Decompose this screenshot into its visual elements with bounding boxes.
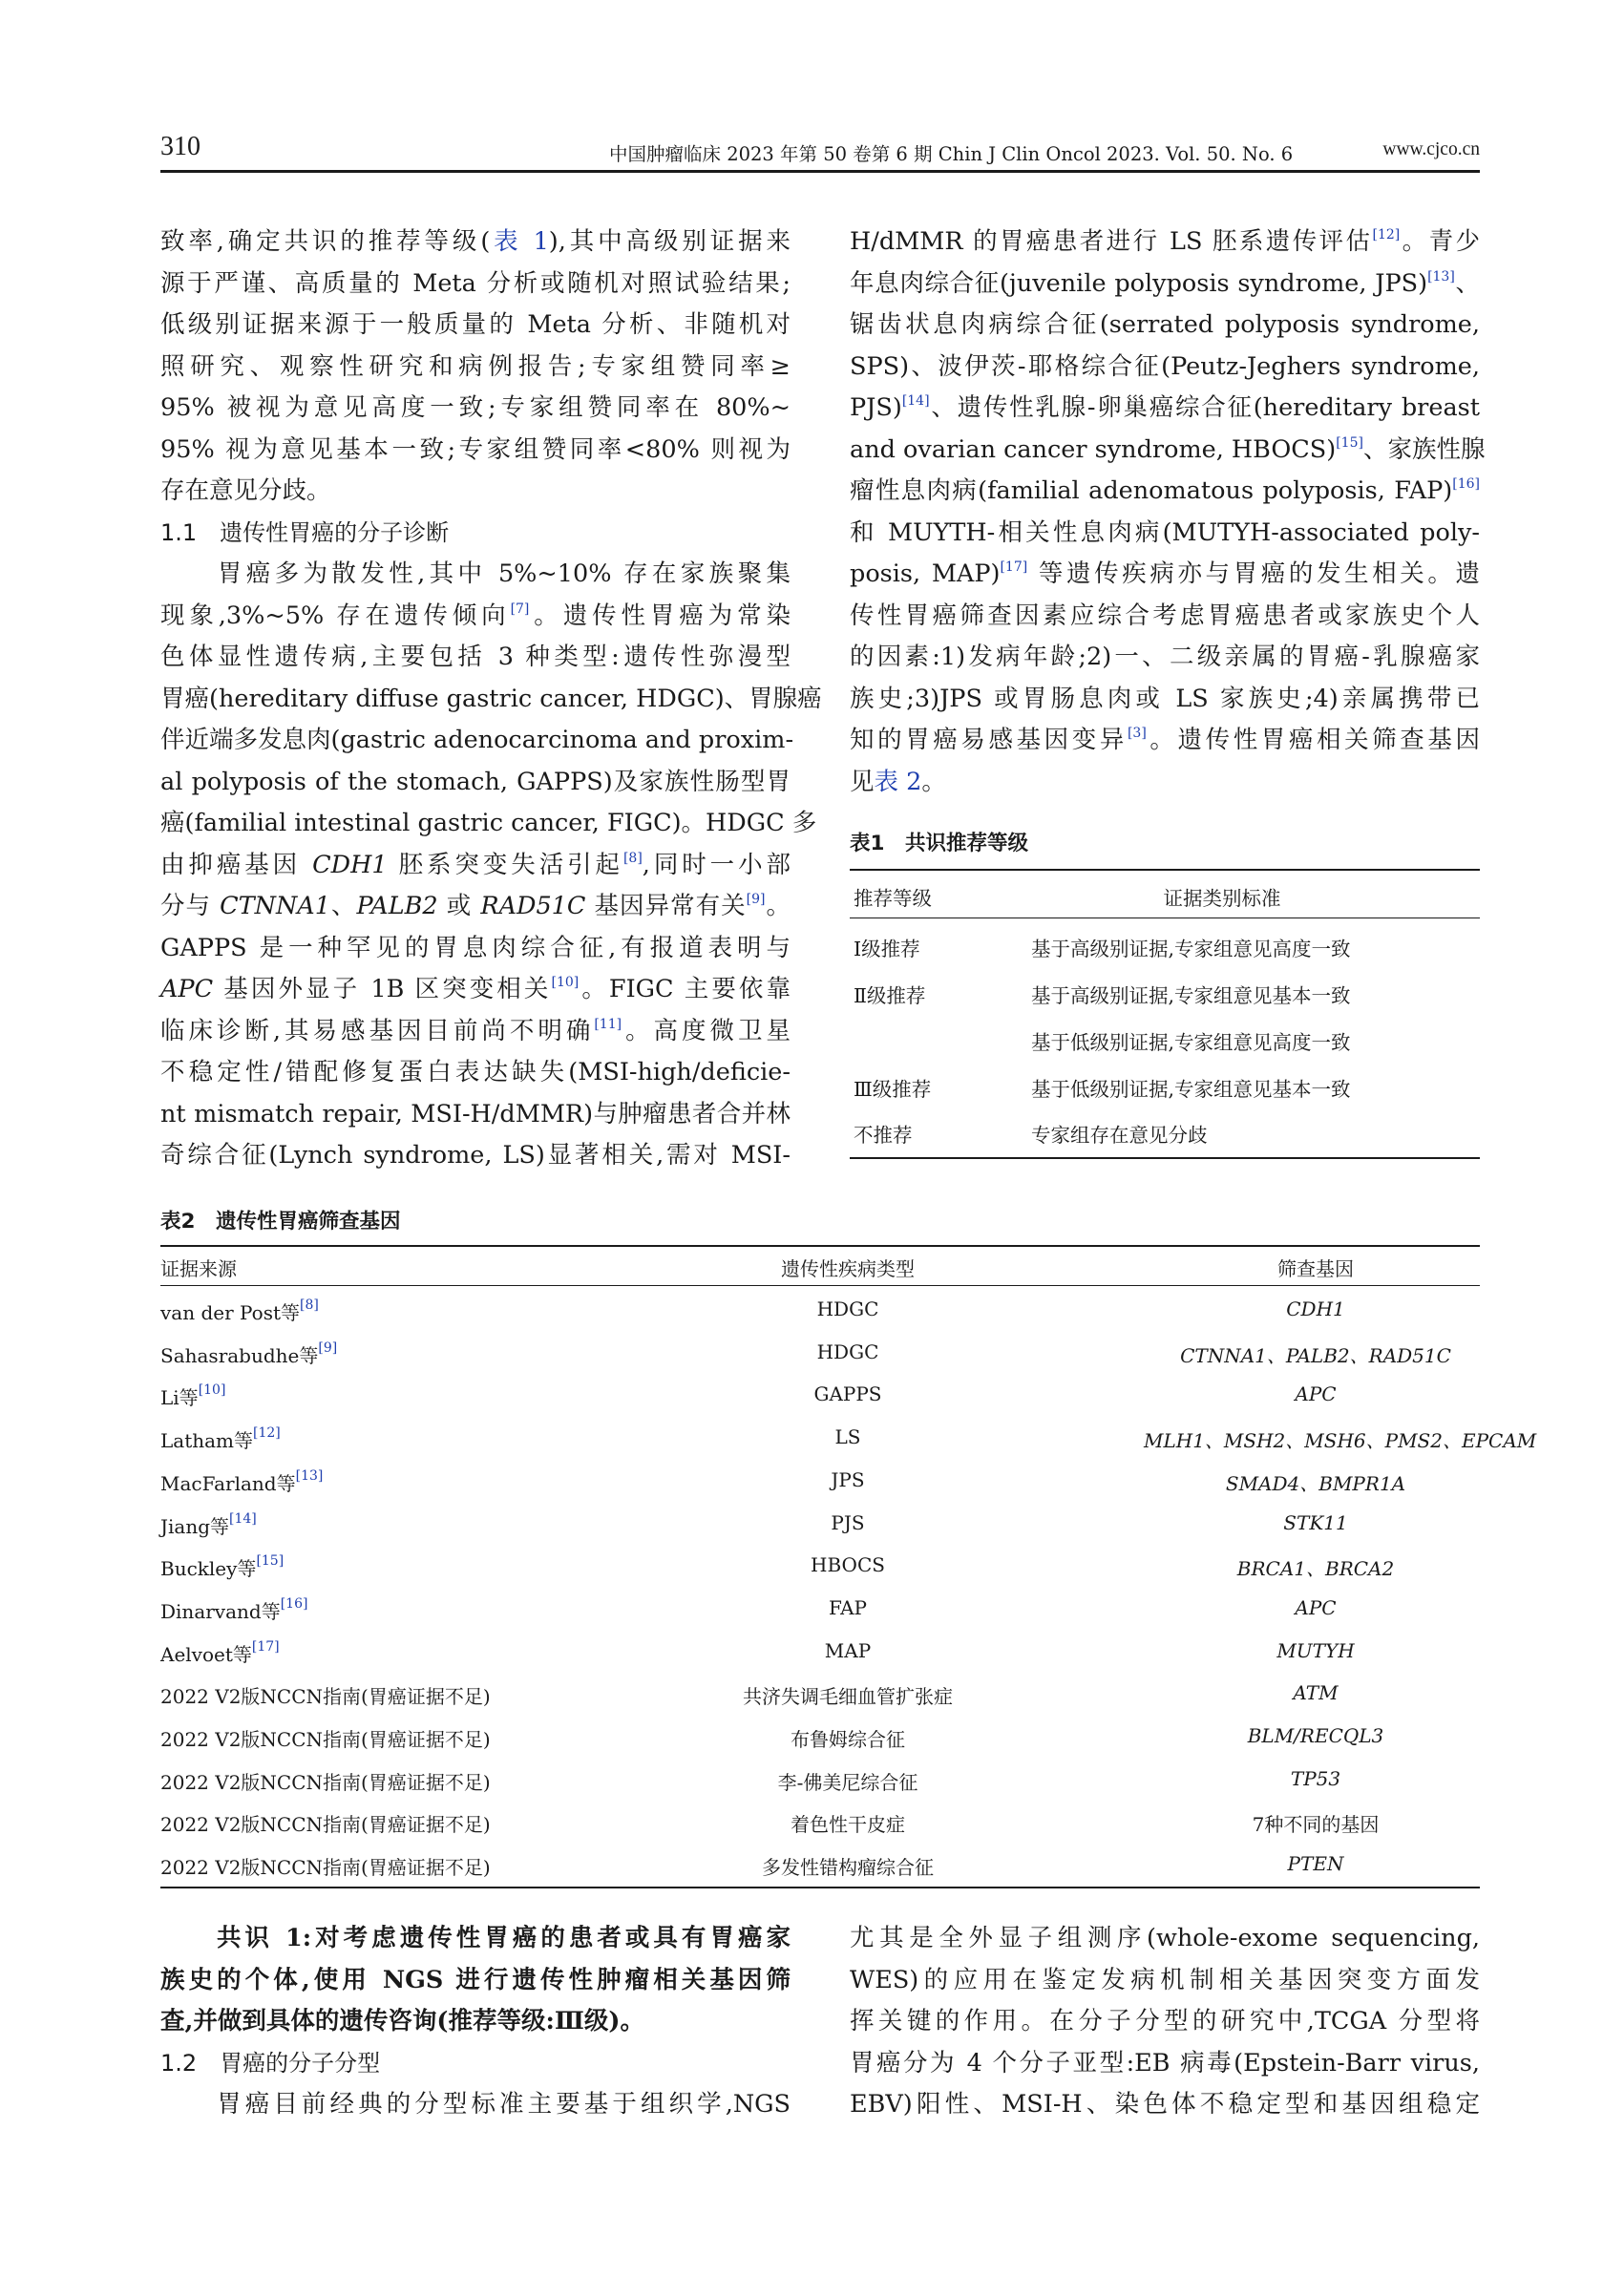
citation-ref[interactable]: [12] bbox=[1372, 227, 1401, 243]
text-line: 挥关键的作用。在分子分型的研究中,TCGA 分型将 bbox=[850, 2007, 1480, 2035]
gene-name: CDH1 bbox=[312, 850, 388, 879]
table-row bbox=[160, 1801, 1480, 1843]
table-rule bbox=[160, 1285, 1480, 1286]
table-cell: 基于低级别证据,专家组意见高度一致 bbox=[1031, 1031, 1351, 1054]
citation-ref[interactable]: [8] bbox=[622, 850, 643, 866]
citation-ref[interactable]: [3] bbox=[1127, 726, 1147, 741]
text-line: 奇综合征(Lynch syndrome, LS)显著相关,需对 MSI- bbox=[160, 1141, 791, 1170]
consensus-line: 族史的个体,使用 NGS 进行遗传性肿瘤相关基因筛 bbox=[160, 1965, 791, 1994]
source-cell: Jiang等 bbox=[160, 1514, 230, 1538]
table-cell: 专家组存在意见分歧 bbox=[1031, 1124, 1208, 1147]
table-row bbox=[160, 1503, 1480, 1545]
citation-ref[interactable]: [7] bbox=[510, 601, 530, 617]
table-cell: Ⅲ级推荐 bbox=[854, 1078, 932, 1101]
gene-cell: 7种不同的基因 bbox=[1252, 1813, 1380, 1837]
gene-name: PALB2 bbox=[356, 892, 438, 920]
column-header: 证据来源 bbox=[160, 1257, 237, 1280]
text-line: and ovarian cancer syndrome, HBOCS)[15]、家族性腺 bbox=[850, 434, 1486, 464]
text-line: nt mismatch repair, MSI-H/dMMR)与肿瘤患者合并林 bbox=[160, 1099, 791, 1128]
citation-ref[interactable]: [15] bbox=[1336, 434, 1363, 451]
disease-type-cell: 李-佛美尼综合征 bbox=[777, 1770, 918, 1794]
source-cell: Li等 bbox=[160, 1386, 199, 1410]
column-header: 证据类别标准 bbox=[1163, 887, 1281, 910]
disease-type-cell: 多发性错构瘤综合征 bbox=[762, 1856, 934, 1880]
disease-type-cell: FAP bbox=[828, 1595, 868, 1619]
text-line: 分与 CTNNA1、PALB2 或 RAD51C 基因异常有关[9]。 bbox=[160, 892, 791, 920]
gene-cell: MUTYH bbox=[1276, 1638, 1355, 1662]
table-row bbox=[160, 1332, 1480, 1374]
text-line: 现象,3%~5% 存在遗传倾向[7]。遗传性胃癌为常染 bbox=[160, 601, 791, 630]
column-header: 遗传性疾病类型 bbox=[781, 1257, 915, 1280]
gene-name: CTNNA1 bbox=[220, 892, 330, 920]
citation-ref[interactable]: [16] bbox=[1452, 476, 1480, 492]
citation-ref[interactable]: [16] bbox=[280, 1595, 308, 1612]
right-column bbox=[850, 221, 1486, 803]
table-row bbox=[850, 968, 1480, 1016]
text-line: 族史;3)JPS 或胃肠息肉或 LS 家族史;4)亲属携带已 bbox=[850, 684, 1480, 713]
table2-caption: 表2 遗传性胃癌筛查基因 bbox=[160, 1210, 401, 1234]
page-number: 310 bbox=[160, 132, 200, 161]
gene-cell: CDH1 bbox=[1286, 1297, 1345, 1320]
gene-cell: BLM/RECQL3 bbox=[1247, 1724, 1384, 1747]
gene-cell: TP53 bbox=[1290, 1766, 1341, 1790]
text-line: 低级别证据来源于一般质量的 Meta 分析、非随机对 bbox=[160, 310, 791, 339]
table-row bbox=[160, 1759, 1480, 1801]
text-line: GAPPS 是一种罕见的胃息肉综合征,有报道表明与 bbox=[160, 933, 791, 962]
text-line: 胃癌多为散发性,其中 5%~10% 存在家族聚集 bbox=[160, 559, 791, 588]
gene-name: APC bbox=[160, 975, 214, 1003]
text-line: 源于严谨、高质量的 Meta 分析或随机对照试验结果; bbox=[160, 268, 791, 298]
bottom-right-column bbox=[850, 1918, 1480, 2126]
table-cell: Ⅰ级推荐 bbox=[854, 938, 920, 960]
gene-cell: CTNNA1、PALB2、RAD51C bbox=[1180, 1343, 1451, 1367]
disease-type-cell: HBOCS bbox=[811, 1553, 885, 1577]
source-cell: 2022 V2版NCCN指南(胃癌证据不足) bbox=[160, 1685, 491, 1709]
citation-ref[interactable]: [8] bbox=[300, 1297, 319, 1313]
text-line: 癌(familial intestinal gastric cancer, FIGC)。HDGC 多 bbox=[160, 809, 817, 837]
gene-cell: PTEN bbox=[1287, 1852, 1344, 1876]
source-cell: 2022 V2版NCCN指南(胃癌证据不足) bbox=[160, 1813, 491, 1837]
table2-link[interactable]: 表 2 bbox=[874, 767, 922, 796]
source-cell-wrap bbox=[160, 1340, 337, 1368]
source-cell: MacFarland等 bbox=[160, 1471, 296, 1495]
table1-header-row bbox=[850, 871, 1480, 918]
citation-ref[interactable]: [9] bbox=[318, 1339, 338, 1356]
text-line: 年息肉综合征(juvenile polyposis syndrome, JPS)[13]、 bbox=[850, 268, 1480, 298]
column-header: 推荐等级 bbox=[854, 887, 932, 910]
text-line: 色体显性遗传病,主要包括 3 种类型:遗传性弥漫型 bbox=[160, 643, 791, 671]
text-line: 的因素:1)发病年龄;2)一、二级亲属的胃癌-乳腺癌家 bbox=[850, 643, 1480, 671]
citation-ref[interactable]: [14] bbox=[229, 1510, 257, 1527]
text-line: 知的胃癌易感基因变异[3]。遗传性胃癌相关筛查基因 bbox=[850, 726, 1480, 754]
text-line: 照研究、观察性研究和病例报告;专家组赞同率≥ bbox=[160, 351, 791, 381]
table-row bbox=[160, 1631, 1480, 1673]
disease-type-cell: LS bbox=[834, 1425, 861, 1449]
citation-ref[interactable]: [13] bbox=[295, 1467, 324, 1484]
citation-ref[interactable]: [17] bbox=[1000, 559, 1028, 575]
running-header bbox=[160, 132, 1480, 170]
text-line: al polyposis of the stomach, GAPPS)及家族性肠型胃 bbox=[160, 767, 791, 796]
disease-type-cell: MAP bbox=[824, 1638, 872, 1662]
text-line: PJS)[14]、遗传性乳腺-卵巢癌综合征(hereditary breast bbox=[850, 393, 1480, 422]
section-heading-1-1: 1.1 遗传性胃癌的分子诊断 bbox=[160, 518, 450, 546]
gene-cell: BRCA1、BRCA2 bbox=[1236, 1557, 1395, 1581]
source-cell-wrap bbox=[160, 1596, 307, 1624]
citation-ref[interactable]: [14] bbox=[901, 393, 930, 409]
table-cell: Ⅱ级推荐 bbox=[854, 984, 926, 1007]
table-row bbox=[160, 1417, 1537, 1459]
disease-type-cell: GAPPS bbox=[813, 1382, 882, 1406]
citation-ref[interactable]: [11] bbox=[594, 1016, 622, 1032]
source-cell-wrap bbox=[160, 1553, 284, 1581]
disease-type-cell: PJS bbox=[831, 1510, 865, 1534]
table-row bbox=[850, 921, 1480, 969]
text-line: 95% 视为意见基本一致;专家组赞同率<80% 则视为 bbox=[160, 434, 791, 464]
source-cell: Sahasrabudhe等 bbox=[160, 1343, 319, 1367]
text-line: 见表 2。 bbox=[850, 767, 946, 796]
table-row bbox=[160, 1716, 1480, 1758]
text-line: 不稳定性/错配修复蛋白表达缺失(MSI-high/deficie- bbox=[160, 1058, 791, 1086]
disease-type-cell: 着色性干皮症 bbox=[791, 1813, 905, 1837]
source-cell-wrap bbox=[160, 1511, 257, 1539]
text-line: 尤其是全外显子组测序(whole-exome sequencing, bbox=[850, 1924, 1480, 1952]
citation-ref[interactable]: [9] bbox=[746, 892, 766, 907]
table-row bbox=[160, 1844, 1480, 1886]
source-cell: Dinarvand等 bbox=[160, 1599, 281, 1623]
disease-type-cell: HDGC bbox=[816, 1339, 879, 1363]
text-line: 瘤性息肉病(familial adenomatous polyposis, FAP)[16] bbox=[850, 476, 1480, 505]
bottom-left-column bbox=[160, 1918, 791, 2126]
source-cell: 2022 V2版NCCN指南(胃癌证据不足) bbox=[160, 1728, 491, 1751]
citation-ref[interactable]: [10] bbox=[551, 975, 580, 990]
text-line: APC 基因外显子 1B 区突变相关[10]。FIGC 主要依靠 bbox=[160, 975, 791, 1003]
text-line: 由抑癌基因 CDH1 胚系突变失活引起[8],同时一小部 bbox=[160, 850, 791, 879]
gene-cell: MLH1、MSH2、MSH6、PMS2、EPCAM bbox=[1144, 1429, 1537, 1453]
disease-type-cell: 布鲁姆综合征 bbox=[791, 1728, 905, 1751]
table-cell: 基于高级别证据,专家组意见高度一致 bbox=[1031, 938, 1351, 960]
source-cell-wrap bbox=[160, 1468, 323, 1496]
table-rule bbox=[850, 1157, 1480, 1159]
text-line: 锯齿状息肉病综合征(serrated polyposis syndrome, bbox=[850, 310, 1480, 339]
text-line: posis, MAP)[17] 等遗传疾病亦与胃癌的发生相关。遗 bbox=[850, 559, 1480, 588]
consensus-line: 共识 1:对考虑遗传性胃癌的患者或具有胃癌家 bbox=[160, 1924, 791, 1952]
gene-cell: APC bbox=[1295, 1382, 1337, 1406]
table-row bbox=[850, 1107, 1480, 1155]
disease-type-cell: HDGC bbox=[816, 1297, 879, 1320]
text-line: 传性胃癌筛查因素应综合考虑胃癌患者或家族史个人 bbox=[850, 601, 1480, 630]
column-header: 筛查基因 bbox=[1277, 1257, 1354, 1280]
text-line: 临床诊断,其易感基因目前尚不明确[11]。高度微卫星 bbox=[160, 1016, 791, 1045]
text-line: 胃癌(hereditary diffuse gastric cancer, HDGC)、胃腺癌 bbox=[160, 684, 822, 713]
table-row bbox=[160, 1374, 1480, 1416]
left-column bbox=[160, 221, 822, 1177]
text-line: WES)的应用在鉴定发病机制相关基因突变方面发 bbox=[850, 1965, 1480, 1994]
source-cell-wrap bbox=[160, 1297, 319, 1325]
table-row bbox=[160, 1545, 1480, 1587]
table-row bbox=[160, 1588, 1480, 1630]
table-cell: 基于高级别证据,专家组意见基本一致 bbox=[1031, 984, 1351, 1007]
table-rule bbox=[160, 1887, 1480, 1888]
table-row bbox=[160, 1289, 1480, 1331]
gene-cell: STK11 bbox=[1283, 1510, 1348, 1534]
citation-ref[interactable]: [10] bbox=[198, 1382, 226, 1399]
gene-cell: SMAD4、BMPR1A bbox=[1225, 1471, 1406, 1495]
source-cell: Latham等 bbox=[160, 1429, 254, 1453]
source-cell-wrap bbox=[160, 1382, 225, 1410]
journal-url[interactable]: www.cjco.cn bbox=[1382, 139, 1480, 159]
header-rule bbox=[160, 170, 1480, 173]
text-line: 和 MUYTH-相关性息肉病(MUTYH-associated poly- bbox=[850, 517, 1480, 547]
table1-caption: 表1 共识推荐等级 bbox=[850, 832, 1028, 855]
journal-citation: 中国肿瘤临床 2023 年第 50 卷第 6 期 Chin J Clin Oncol 2023. Vol. 50. No. 6 bbox=[609, 143, 1294, 165]
citation-ref[interactable]: [13] bbox=[1427, 268, 1455, 285]
source-cell-wrap bbox=[160, 1639, 280, 1667]
disease-type-cell: 共济失调毛细血管扩张症 bbox=[743, 1685, 953, 1709]
table-row bbox=[160, 1460, 1480, 1502]
disease-type-cell: JPS bbox=[831, 1467, 865, 1491]
text-line: 95% 被视为意见高度一致;专家组赞同率在 80%~ bbox=[160, 393, 791, 422]
text-line: 存在意见分歧。 bbox=[160, 476, 331, 505]
gene-name: RAD51C bbox=[480, 892, 586, 920]
text-line: 胃癌目前经典的分型标准主要基于组织学,NGS bbox=[160, 2090, 791, 2119]
source-cell: Aelvoet等 bbox=[160, 1642, 252, 1666]
table1-link[interactable]: 表 1 bbox=[490, 227, 549, 256]
text-line: 伴近端多发息肉(gastric adenocarcinoma and proxim- bbox=[160, 726, 794, 754]
citation-ref[interactable]: [17] bbox=[251, 1638, 280, 1655]
text-line: EBV)阳性、MSI-H、染色体不稳定型和基因组稳定 bbox=[850, 2090, 1480, 2119]
text-line: H/dMMR 的胃癌患者进行 LS 胚系遗传评估[12]。青少 bbox=[850, 227, 1480, 256]
table-row bbox=[850, 1015, 1480, 1063]
table-cell: 不推荐 bbox=[854, 1124, 913, 1147]
source-cell: van der Post等 bbox=[160, 1301, 301, 1324]
citation-ref[interactable]: [15] bbox=[256, 1553, 285, 1570]
text-line: SPS)、波伊茨-耶格综合征(Peutz-Jeghers syndrome, bbox=[850, 351, 1480, 381]
citation-ref[interactable]: [12] bbox=[253, 1425, 281, 1442]
table-cell: 基于低级别证据,专家组意见基本一致 bbox=[1031, 1078, 1351, 1101]
text-line: 胃癌分为 4 个分子亚型:EB 病毒(Epstein-Barr virus, bbox=[850, 2048, 1480, 2078]
table2-header-row bbox=[160, 1245, 1480, 1287]
table-row bbox=[160, 1673, 1480, 1715]
gene-cell: APC bbox=[1295, 1595, 1337, 1619]
consensus-line: 查,并做到具体的遗传咨询(推荐等级:Ⅲ级)。 bbox=[160, 2007, 644, 2035]
section-heading-1-2: 1.2 胃癌的分子分型 bbox=[160, 2049, 381, 2077]
source-cell: 2022 V2版NCCN指南(胃癌证据不足) bbox=[160, 1770, 491, 1794]
source-cell: 2022 V2版NCCN指南(胃癌证据不足) bbox=[160, 1856, 491, 1880]
text-line: 致率,确定共识的推荐等级(表 1),其中高级别证据来 bbox=[160, 227, 791, 256]
source-cell: Buckley等 bbox=[160, 1557, 257, 1581]
source-cell-wrap bbox=[160, 1425, 281, 1453]
table-row bbox=[850, 1062, 1480, 1109]
gene-cell: ATM bbox=[1293, 1681, 1339, 1705]
